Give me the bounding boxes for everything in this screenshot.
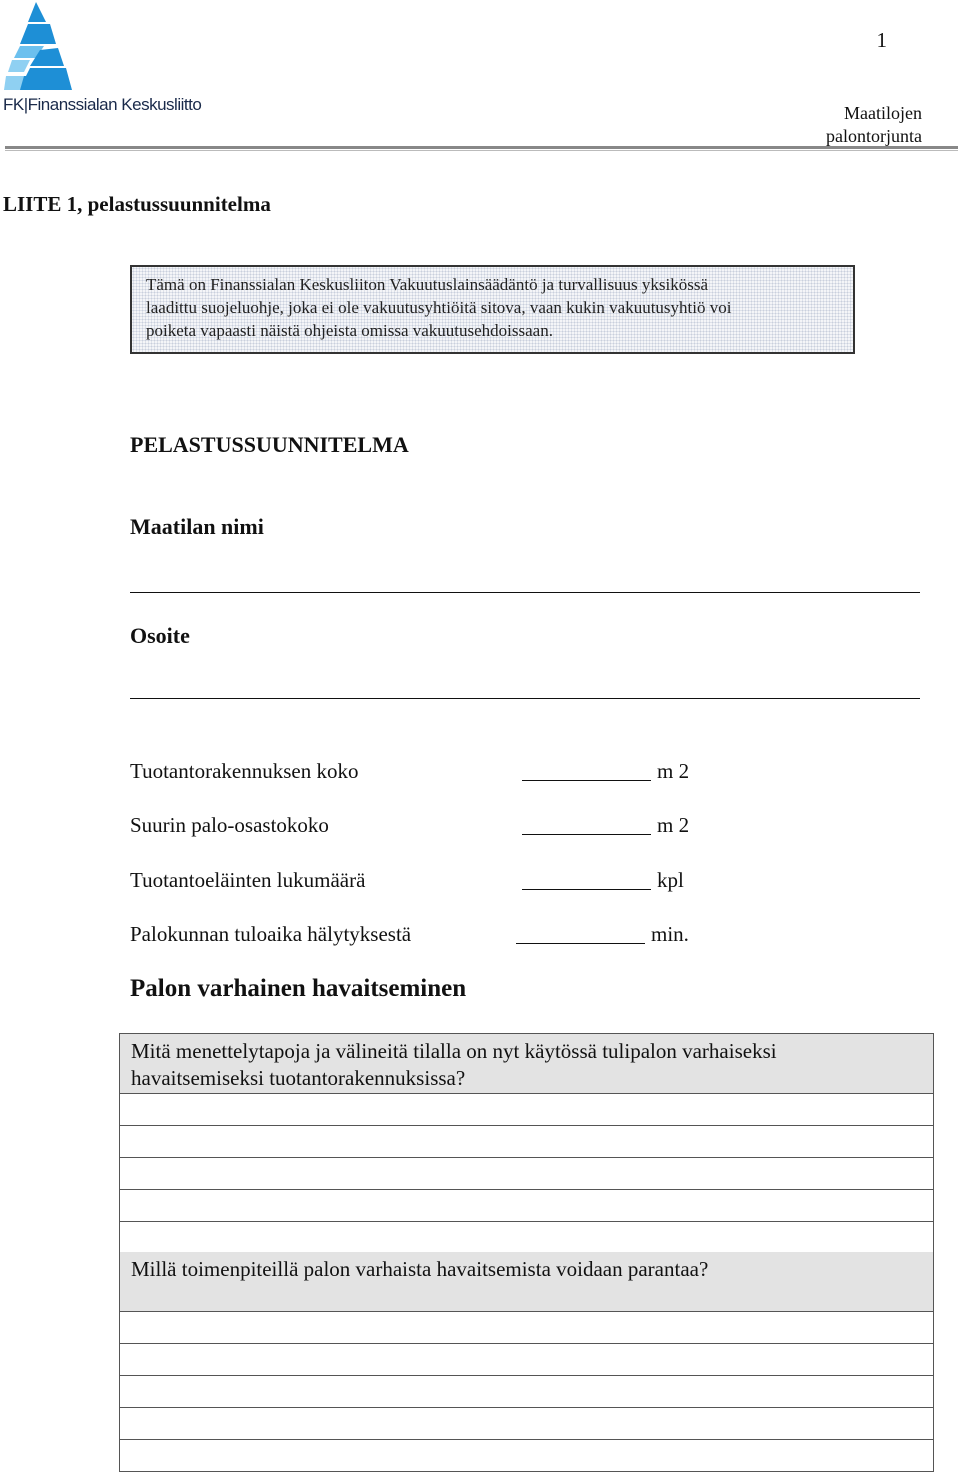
fire-compartment-field[interactable]: [522, 834, 651, 835]
answer-row[interactable]: [120, 1094, 933, 1126]
section-heading: Palon varhainen havaitseminen: [130, 975, 467, 1002]
document-title-line1: Maatilojen: [844, 103, 922, 123]
question-1: [120, 1034, 933, 1094]
animal-count-unit: kpl: [657, 868, 684, 892]
farm-name-label: Maatilan nimi: [130, 514, 264, 539]
building-size-label: Tuotantorakennuksen koko: [130, 759, 359, 783]
document-title-line2: palontorjunta: [826, 126, 922, 146]
answer-row[interactable]: [120, 1376, 933, 1408]
disclaimer-line: poiketa vapaasti näistä ohjeista omissa vakuutusehdoissaan.: [146, 321, 553, 340]
question-1-line1: Mitä menettelytapoja ja välineitä tilalla on nyt käytössä tulipalon varhaiseksi: [131, 1039, 777, 1063]
logo-text: FK|Finanssialan Keskusliitto: [3, 95, 202, 114]
fire-compartment-label: Suurin palo-osastokoko: [130, 813, 329, 837]
form-title: PELASTUSSUUNNITELMA: [130, 432, 409, 457]
disclaimer-line: Tämä on Finanssialan Keskusliiton Vakuutuslainsäädäntö ja turvallisuus yksikössä: [146, 275, 709, 294]
appendix-title: LIITE 1, pelastussuunnitelma: [3, 192, 271, 216]
response-time-label: Palokunnan tuloaika hälytyksestä: [130, 922, 412, 946]
response-time-unit: min.: [651, 922, 689, 946]
address-field[interactable]: [130, 698, 920, 699]
question-2: Millä toimenpiteillä palon varhaista havaitsemista voidaan parantaa?: [120, 1252, 933, 1312]
answer-row[interactable]: [120, 1344, 933, 1376]
header-divider: [5, 146, 958, 149]
answer-row[interactable]: [120, 1440, 933, 1471]
disclaimer-box: [130, 265, 855, 354]
answer-row[interactable]: [120, 1222, 933, 1253]
question-1-line2: havaitsemiseksi tuotantorakennuksissa?: [131, 1066, 466, 1090]
document-title: [826, 102, 922, 148]
answer-row[interactable]: [120, 1158, 933, 1190]
response-time-field[interactable]: [516, 943, 645, 944]
header-divider-thin: [5, 150, 958, 151]
building-size-field[interactable]: [522, 780, 651, 781]
answer-row[interactable]: [120, 1312, 933, 1344]
farm-name-field[interactable]: [130, 592, 920, 593]
page-number: 1: [876, 28, 887, 52]
logo-mark-icon: [0, 0, 80, 100]
answer-row[interactable]: [120, 1190, 933, 1222]
answer-row[interactable]: [120, 1126, 933, 1158]
answer-row[interactable]: [120, 1408, 933, 1440]
question-table-2: [119, 1252, 934, 1472]
question-table-1: [119, 1033, 934, 1254]
address-label: Osoite: [130, 623, 190, 648]
building-size-unit: m 2: [657, 759, 690, 783]
fire-compartment-unit: m 2: [657, 813, 690, 837]
animal-count-label: Tuotantoeläinten lukumäärä: [130, 868, 366, 892]
disclaimer-line: laadittu suojeluohje, joka ei ole vakuutusyhtiöitä sitova, vaan kukin vakuutusyhtiö voi: [146, 298, 732, 317]
animal-count-field[interactable]: [522, 889, 651, 890]
